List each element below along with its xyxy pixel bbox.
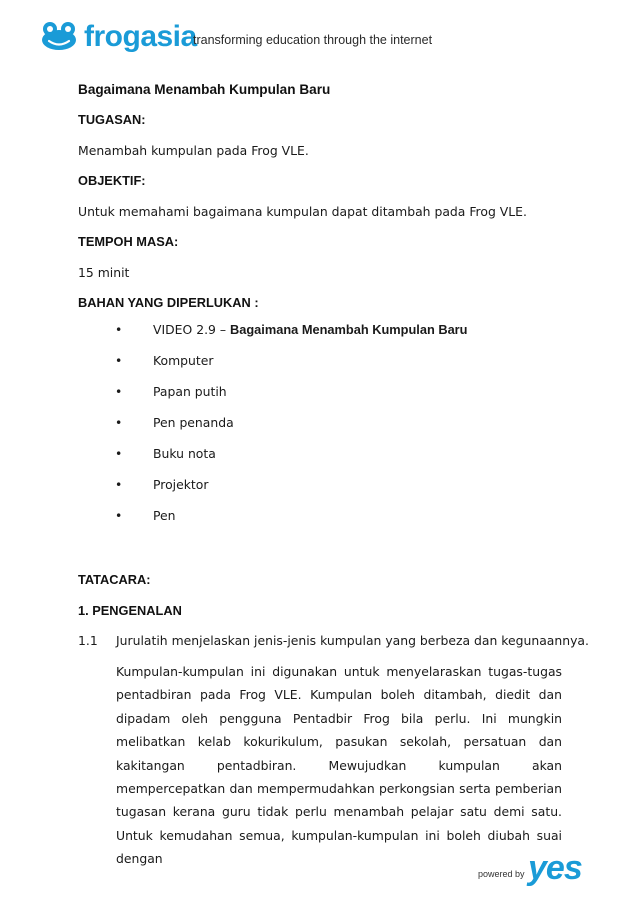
item-1-1-number: 1.1 <box>78 633 98 648</box>
list-item-text: Komputer <box>153 353 214 368</box>
list-item <box>78 446 563 464</box>
bullet-icon: • <box>115 446 123 461</box>
bullet-icon: • <box>115 415 123 430</box>
list-item-text: Projektor <box>153 477 209 492</box>
tempoh-text: 15 minit <box>78 265 130 280</box>
list-item-text: VIDEO 2.9 – Bagaimana Menambah Kumpulan Baru <box>153 322 468 337</box>
bullet-icon: • <box>115 384 123 399</box>
list-item <box>78 508 563 526</box>
objektif-text: Untuk memahami bagaimana kumpulan dapat ditambah pada Frog VLE. <box>78 204 527 219</box>
bullet-icon: • <box>115 508 123 523</box>
bullet-icon: • <box>115 353 123 368</box>
bullet-icon: • <box>115 477 123 492</box>
body-paragraph: Kumpulan-kumpulan ini digunakan untuk menyelaraskan tugas-tugas pentadbiran pada Frog VLE. Kumpulan boleh ditambah, diedit dan dipadam oleh pengguna Pentadbir Frog bila perlu. Ini mungkin melibatkan kelab kokurikulum, pasukan sekolah, persatuan dan kakitangan pentadbiran. Mewujudkan kumpulan akan mempercepatkan dan mempermudahkan perkongsian serta pemberian tugasan kerana guru tidak perlu menambah pelajar satu demi satu. Untuk kemudahan semua, kumpulan-kumpulan ini boleh diubah suai dengan <box>116 664 562 867</box>
tugasan-heading: TUGASAN: <box>78 112 146 127</box>
brand-name: frogasia <box>84 20 197 53</box>
list-item-text: Buku nota <box>153 446 216 461</box>
tempoh-heading: TEMPOH MASA: <box>78 234 179 249</box>
powered-by-label: powered by <box>478 869 525 879</box>
item-1-1-text: Jurulatih menjelaskan jenis-jenis kumpulan yang berbeza dan kegunaannya. <box>116 633 589 648</box>
objektif-heading: OBJEKTIF: <box>78 173 146 188</box>
list-item <box>78 384 563 402</box>
list-item-text: Pen penanda <box>153 415 234 430</box>
list-item-text: Papan putih <box>153 384 227 399</box>
brand-tagline: transforming education through the internet <box>193 33 433 47</box>
document-title: Bagaimana Menambah Kumpulan Baru <box>78 82 331 97</box>
page-header <box>40 14 600 60</box>
page-footer <box>478 849 618 889</box>
list-item <box>78 415 563 433</box>
list-item <box>78 477 563 495</box>
yes-logo: yes <box>528 849 582 887</box>
tugasan-text: Menambah kumpulan pada Frog VLE. <box>78 143 309 158</box>
section-1-heading: 1. PENGENALAN <box>78 603 182 618</box>
bahan-heading: BAHAN YANG DIPERLUKAN : <box>78 295 259 310</box>
list-item <box>78 322 563 340</box>
list-item <box>78 353 563 371</box>
tatacara-heading: TATACARA: <box>78 572 151 587</box>
list-item-text: Pen <box>153 508 176 523</box>
bullet-icon: • <box>115 322 123 337</box>
frog-logo-icon <box>40 20 78 52</box>
